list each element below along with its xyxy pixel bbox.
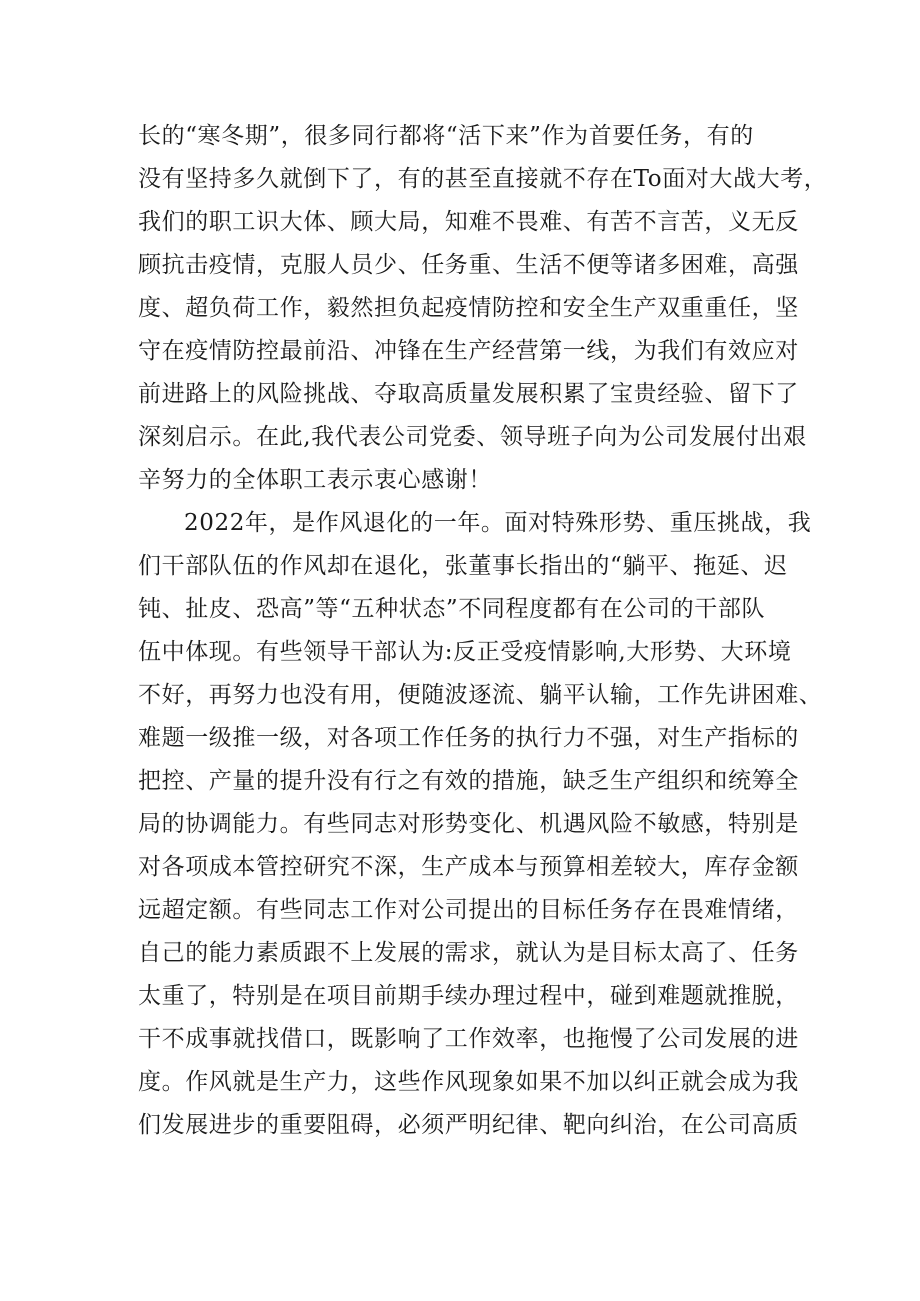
text-line: 把控、产量的提升没有行之有效的措施，缺乏生产组织和统筹全 [138, 768, 799, 794]
text-line: 难题一级推一级，对各项工作任务的执行力不强，对生产指标的 [138, 725, 799, 751]
text-line: 太重了，特别是在项目前期手续办理过程中，碰到难题就推脱， [138, 983, 799, 1009]
text-line: 没有坚持多久就倒下了，有的甚至直接就不存在To面对大战大考， [138, 166, 828, 192]
text-line: 我们的职工识大体、顾大局，知难不畏难、有苦不言苦，义无反 [138, 209, 799, 235]
paragraph-first-line: 2022年，是作风退化的一年。面对特殊形势、重压挑战，我 [184, 510, 812, 536]
text-line: 们干部队伍的作风却在退化，张董事长指出的“躺平、拖延、迟 [138, 553, 788, 579]
text-line: 度、超负荷工作，毅然担负起疫情防控和安全生产双重重任，坚 [138, 295, 799, 321]
text-line: 前进路上的风险挑战、夺取高质量发展积累了宝贵经验、留下了 [138, 381, 799, 407]
text-line: 自己的能力素质跟不上发展的需求，就认为是目标太高了、任务 [138, 940, 799, 966]
text-line: 长的“寒冬期”，很多同行都将“活下来”作为首要任务，有的 [138, 123, 754, 149]
text-line: 不好，再努力也没有用，便随波逐流、躺平认输，工作先讲困难、 [138, 682, 823, 708]
text-line: 远超定额。有些同志工作对公司提出的目标任务存在畏难情绪， [138, 897, 799, 923]
text-line: 对各项成本管控研究不深，生产成本与预算相差较大，库存金额 [138, 854, 799, 880]
text-line: 顾抗击疫情，克服人员少、任务重、生活不便等诸多困难，高强 [138, 252, 799, 278]
text-line: 局的协调能力。有些同志对形势变化、机遇风险不敏感，特别是 [138, 811, 799, 837]
text-line: 守在疫情防控最前沿、冲锋在生产经营第一线，为我们有效应对 [138, 338, 799, 364]
text-line: 深刻启示。在此,我代表公司党委、领导班子向为公司发展付出艰 [138, 424, 807, 450]
text-line: 干不成事就找借口，既影响了工作效率，也拖慢了公司发展的进 [138, 1026, 799, 1052]
text-line: 伍中体现。有些领导干部认为:反正受疫情影响,大形势、大环境 [138, 639, 792, 665]
text-line: 辛努力的全体职工表示衷心感谢！ [138, 467, 492, 493]
text-line: 钝、扯皮、恐高”等“五种状态”不同程度都有在公司的干部队 [138, 596, 766, 622]
text-line: 度。作风就是生产力，这些作风现象如果不加以纠正就会成为我 [138, 1069, 799, 1095]
text-line: 们发展进步的重要阻碍，必须严明纪律、靶向纠治，在公司高质 [138, 1112, 799, 1138]
